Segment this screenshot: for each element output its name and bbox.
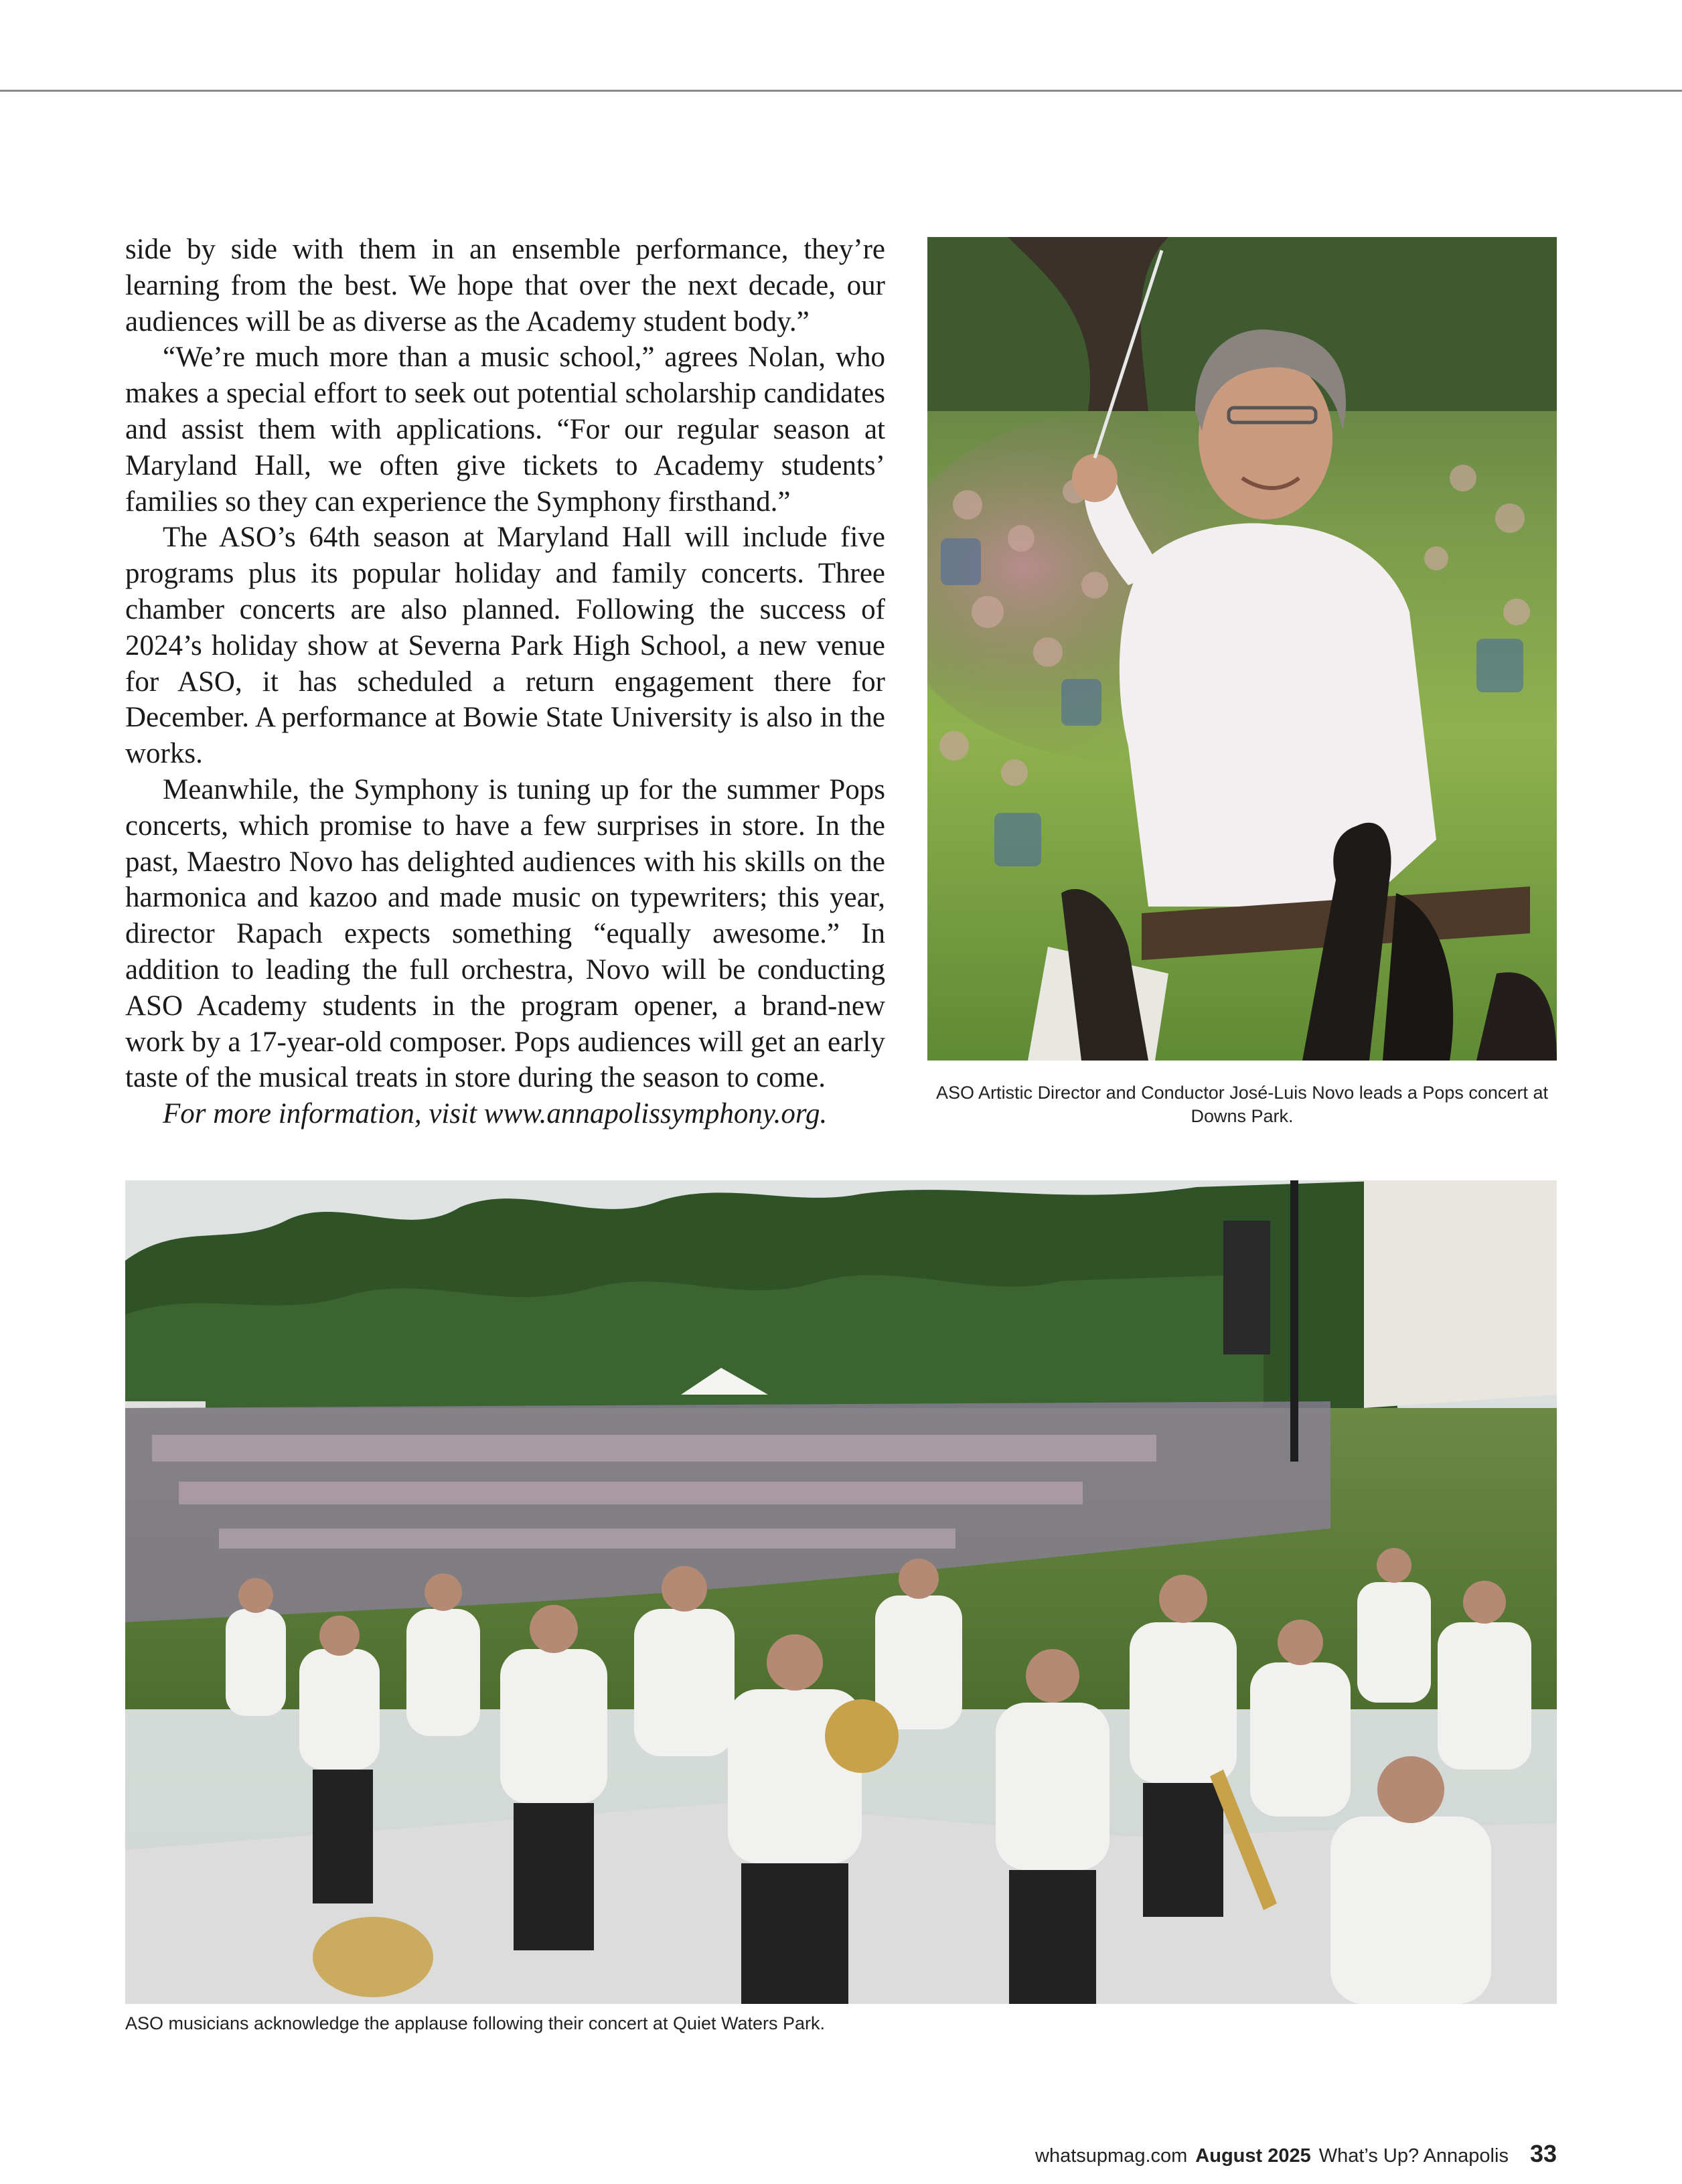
conductor-photo-caption: ASO Artistic Director and Conductor José-Luis Novo leads a Pops concert at Downs Park. <box>936 1083 1548 1126</box>
footer-publication: What’s Up? Annapolis <box>1318 2145 1509 2167</box>
conductor-photo <box>927 237 1557 1061</box>
article-paragraph: Meanwhile, the Symphony is tuning up for the summer Pops concerts, which promise to have a few surprises in store. In the past, Maestro Novo has delighted audiences with his skills on the harmonica and kazoo and made music on typewriters; this year, director Rapach expects something “equally awesome.” In addition to leading the full orchestra, Novo will be conducting ASO Academy students in the program opener, a brand-new work by a 17-year-old composer. Pops audiences will get an early taste of the musical treats in store during the season to come. <box>125 773 885 1094</box>
article-paragraph: “We’re much more than a music school,” agrees Nolan, who makes a special effort to seek out potential scholarship candidates and assist them with applications. “For our regular season at Maryland Hall, we often give tickets to Academy students’ families so they can experience the Symphony firsthand.” <box>125 341 885 518</box>
page-footer <box>1035 2140 1557 2168</box>
article-paragraph: side by side with them in an ensemble performance, they’re learning from the best. We hope that over the next decade, our audiences will be as diverse as the Academy student body.” <box>125 234 885 337</box>
article-paragraph: The ASO’s 64th season at Maryland Hall will include five programs plus its popular holiday and family concerts. Three chamber concerts are also planned. Following the success of 2024’s holiday show at Severna Park High School, a new venue for ASO, it has scheduled a return engagement there for December. A performance at Bowie State University is also in the works. <box>125 522 885 770</box>
footer-issue: August 2025 <box>1195 2145 1311 2167</box>
more-info-line: For more information, visit www.annapolissymphony.org. <box>163 1098 828 1130</box>
article-body <box>125 232 885 1132</box>
footer-site: whatsupmag.com <box>1035 2145 1188 2167</box>
header-rule <box>0 90 1682 92</box>
page-number: 33 <box>1529 2140 1557 2167</box>
orchestra-photo <box>125 1180 1557 2004</box>
orchestra-photo-caption: ASO musicians acknowledge the applause following their concert at Quiet Waters Park. <box>125 2013 826 2033</box>
